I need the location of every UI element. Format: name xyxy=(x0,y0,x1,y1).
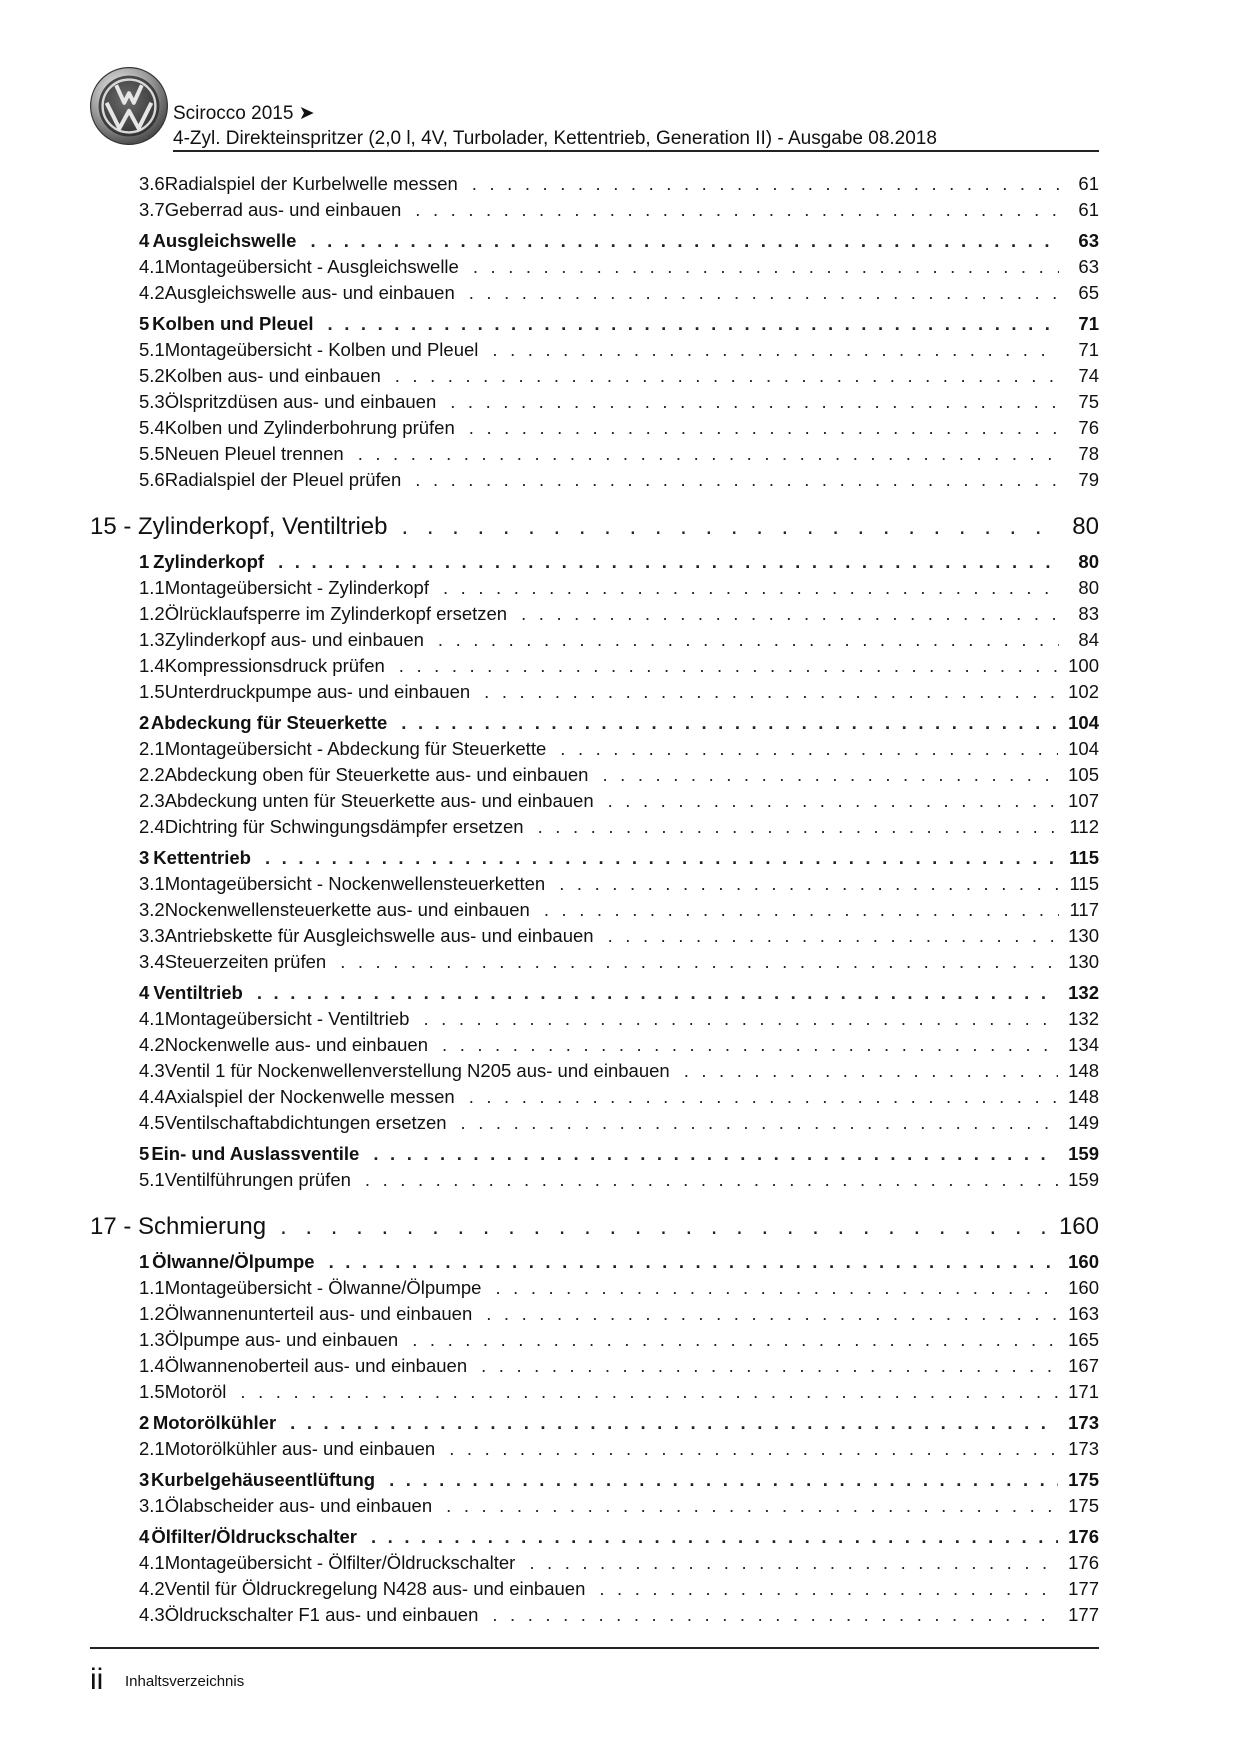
toc-subsection-entry[interactable] xyxy=(90,1327,1099,1353)
toc-section-entry[interactable] xyxy=(90,1524,1099,1550)
toc-leader-dots xyxy=(371,1524,1058,1550)
toc-subsection-entry[interactable] xyxy=(90,949,1099,975)
toc-subsection-entry[interactable] xyxy=(90,653,1099,679)
toc-subsection-entry[interactable] xyxy=(90,1167,1099,1193)
toc-section-entry[interactable] xyxy=(90,1467,1099,1493)
toc-section-entry[interactable] xyxy=(90,549,1099,575)
toc-subsection-entry[interactable] xyxy=(90,171,1099,197)
toc-leader-dots xyxy=(599,1576,1058,1602)
toc-entry-title: Ölrücklaufsperre im Zylinderkopf ersetzen xyxy=(164,603,508,624)
toc-entry-page: 130 xyxy=(1068,925,1099,946)
toc-entry-page: 167 xyxy=(1068,1355,1099,1376)
toc-entry-number: 1.3 xyxy=(139,1329,165,1350)
toc-entry-page: 100 xyxy=(1068,655,1099,676)
toc-entry-number: 3 xyxy=(139,847,150,868)
toc-entry-title: Motoröl xyxy=(164,1381,227,1402)
toc-subsection-entry[interactable] xyxy=(90,1275,1099,1301)
toc-entry-page: 80 xyxy=(1078,551,1099,572)
toc-subsection-entry[interactable] xyxy=(90,627,1099,653)
toc-entry-number: 5 xyxy=(139,313,150,334)
toc-entry-number: 1.3 xyxy=(139,629,165,650)
toc-entry-title: Montageübersicht - Abdeckung für Steuerkette xyxy=(164,738,547,759)
toc-entry-page: 177 xyxy=(1068,1604,1099,1625)
toc-subsection-entry[interactable] xyxy=(90,1602,1099,1628)
toc-entry-number: 5.3 xyxy=(139,391,165,412)
header-divider xyxy=(173,150,1099,152)
toc-entry-page: 115 xyxy=(1069,873,1099,894)
toc-subsection-entry[interactable] xyxy=(90,1058,1099,1084)
toc-entry-title: Geberrad aus- und einbauen xyxy=(164,199,402,220)
toc-entry-title: Ölfilter/Öldruckschalter xyxy=(151,1526,357,1547)
toc-entry-page: 104 xyxy=(1068,738,1099,759)
toc-subsection-entry[interactable] xyxy=(90,1301,1099,1327)
toc-leader-dots xyxy=(521,601,1059,627)
toc-entry-title: 17 - Schmierung xyxy=(90,1213,267,1240)
toc-subsection-entry[interactable] xyxy=(90,441,1099,467)
toc-entry-title: Ventil 1 für Nockenwellenverstellung N205 aus- und einbauen xyxy=(164,1060,670,1081)
toc-leader-dots xyxy=(415,197,1059,223)
toc-subsection-entry[interactable] xyxy=(90,1493,1099,1519)
toc-subsection-entry[interactable] xyxy=(90,1436,1099,1462)
toc-entry-number: 1 xyxy=(139,551,150,572)
toc-entry-number: 1.5 xyxy=(139,681,165,702)
toc-subsection-entry[interactable] xyxy=(90,897,1099,923)
toc-entry-title: Montageübersicht - Ausgleichswelle xyxy=(164,256,459,277)
toc-entry-number: 1.5 xyxy=(139,1381,165,1402)
toc-entry-title: Ausgleichswelle aus- und einbauen xyxy=(164,282,455,303)
toc-entry-number: 5.6 xyxy=(139,469,165,490)
toc-entry-page: 160 xyxy=(1068,1277,1099,1298)
toc-entry-page: 132 xyxy=(1068,1008,1099,1029)
toc-leader-dots xyxy=(257,980,1058,1006)
toc-subsection-entry[interactable] xyxy=(90,736,1099,762)
toc-entry-title: Montageübersicht - Kolben und Pleuel xyxy=(164,339,479,360)
toc-entry-page: 83 xyxy=(1078,603,1099,624)
toc-entry-number: 4.4 xyxy=(139,1086,165,1107)
toc-entry-page: 171 xyxy=(1068,1381,1099,1402)
toc-entry-number: 4.5 xyxy=(139,1112,165,1133)
toc-entry-page: 79 xyxy=(1078,469,1099,490)
toc-entry-number: 3 xyxy=(139,1469,150,1490)
toc-section-entry[interactable] xyxy=(90,1410,1099,1436)
toc-entry-page: 78 xyxy=(1078,443,1099,464)
toc-entry-page: 63 xyxy=(1078,256,1099,277)
toc-entry-number: 2.4 xyxy=(139,816,165,837)
toc-entry-number: 1 xyxy=(139,1251,150,1272)
toc-leader-dots xyxy=(373,1141,1058,1167)
toc-leader-dots xyxy=(442,1032,1058,1058)
toc-leader-dots xyxy=(469,1084,1058,1110)
toc-entry-page: 76 xyxy=(1078,417,1099,438)
toc-entry-number: 1.4 xyxy=(139,1355,165,1376)
toc-section-entry[interactable] xyxy=(90,311,1099,337)
toc-leader-dots xyxy=(328,311,1059,337)
toc-entry-title: Montageübersicht - Zylinderkopf xyxy=(164,577,429,598)
toc-entry-number: 3.7 xyxy=(139,199,165,220)
toc-entry-page: 173 xyxy=(1068,1438,1099,1459)
toc-entry-number: 4 xyxy=(139,230,150,251)
toc-entry-page: 176 xyxy=(1068,1552,1099,1573)
toc-leader-dots xyxy=(443,575,1059,601)
toc-entry-number: 4 xyxy=(139,982,150,1003)
toc-subsection-entry[interactable] xyxy=(90,254,1099,280)
table-of-contents xyxy=(90,171,1099,1628)
toc-entry-page: 61 xyxy=(1078,173,1099,194)
toc-entry-title: Zylinderkopf aus- und einbauen xyxy=(164,629,424,650)
document-subtitle: 4-Zyl. Direkteinspritzer (2,0 l, 4V, Turbolader, Kettentrieb, Generation II) - Ausgabe 08.2018 xyxy=(173,128,937,149)
toc-entry-title: Ölspritzdüsen aus- und einbauen xyxy=(164,391,437,412)
footer-label: Inhaltsverzeichnis xyxy=(125,1673,245,1690)
toc-entry-number: 2.3 xyxy=(139,790,165,811)
toc-leader-dots xyxy=(608,923,1059,949)
toc-entry-title: Ölpumpe aus- und einbauen xyxy=(164,1329,399,1350)
toc-entry-page: 163 xyxy=(1068,1303,1099,1324)
toc-section-entry[interactable] xyxy=(90,845,1099,871)
toc-entry-number: 1.4 xyxy=(139,655,165,676)
toc-entry-page: 84 xyxy=(1078,629,1099,650)
toc-leader-dots xyxy=(278,549,1059,575)
toc-entry-page: 130 xyxy=(1068,951,1099,972)
toc-entry-page: 105 xyxy=(1068,764,1099,785)
toc-subsection-entry[interactable] xyxy=(90,1110,1099,1136)
toc-entry-page: 71 xyxy=(1078,313,1099,334)
toc-entry-page: 159 xyxy=(1068,1143,1099,1164)
toc-entry-title: Nockenwelle aus- und einbauen xyxy=(164,1034,429,1055)
toc-entry-number: 5.5 xyxy=(139,443,165,464)
toc-entry-title: Ölabscheider aus- und einbauen xyxy=(164,1495,433,1516)
toc-entry-title: Axialspiel der Nockenwelle messen xyxy=(164,1086,455,1107)
toc-entry-number: 1.2 xyxy=(139,1303,165,1324)
toc-entry-page: 173 xyxy=(1068,1412,1099,1433)
toc-entry-number: 3.3 xyxy=(139,925,165,946)
toc-entry-page: 175 xyxy=(1068,1469,1099,1490)
toc-leader-dots xyxy=(358,441,1059,467)
toc-entry-title: Montageübersicht - Ölwanne/Ölpumpe xyxy=(164,1277,482,1298)
toc-entry-number: 4 xyxy=(139,1526,150,1547)
toc-entry-number: 2 xyxy=(139,712,150,733)
toc-entry-page: 102 xyxy=(1068,681,1099,702)
toc-entry-page: 80 xyxy=(1072,513,1099,540)
toc-leader-dots xyxy=(560,736,1058,762)
toc-entry-title: Ölwannenunterteil aus- und einbauen xyxy=(164,1303,473,1324)
toc-entry-title: Steuerzeiten prüfen xyxy=(164,951,327,972)
toc-entry-title: Kompressionsdruck prüfen xyxy=(164,655,385,676)
toc-entry-number: 4.1 xyxy=(139,1552,165,1573)
toc-entry-title: Montageübersicht - Nockenwellensteuerketten xyxy=(164,873,546,894)
toc-entry-page: 148 xyxy=(1068,1086,1099,1107)
toc-entry-number: 4.2 xyxy=(139,282,165,303)
toc-entry-page: 149 xyxy=(1068,1112,1099,1133)
toc-leader-dots xyxy=(559,871,1059,897)
toc-leader-dots xyxy=(365,1167,1058,1193)
toc-entry-number: 4.2 xyxy=(139,1578,165,1599)
toc-subsection-entry[interactable] xyxy=(90,197,1099,223)
toc-leader-dots xyxy=(310,228,1059,254)
toc-entry-number: 4.2 xyxy=(139,1034,165,1055)
toc-subsection-entry[interactable] xyxy=(90,679,1099,705)
toc-entry-title: Ölwanne/Ölpumpe xyxy=(152,1251,315,1272)
toc-subsection-entry[interactable] xyxy=(90,467,1099,493)
toc-entry-page: 104 xyxy=(1068,712,1099,733)
toc-leader-dots xyxy=(290,1410,1058,1436)
toc-subsection-entry[interactable] xyxy=(90,363,1099,389)
toc-entry-page: 74 xyxy=(1078,365,1099,386)
toc-entry-title: Ölwannenoberteil aus- und einbauen xyxy=(164,1355,468,1376)
toc-entry-title: Kettentrieb xyxy=(153,847,251,868)
toc-entry-title: Motorölkühler aus- und einbauen xyxy=(164,1438,436,1459)
footer-divider xyxy=(90,1647,1099,1649)
toc-leader-dots xyxy=(450,389,1059,415)
toc-subsection-entry[interactable] xyxy=(90,575,1099,601)
toc-subsection-entry[interactable] xyxy=(90,1032,1099,1058)
toc-entry-page: 71 xyxy=(1078,339,1099,360)
toc-subsection-entry[interactable] xyxy=(90,389,1099,415)
toc-section-entry[interactable] xyxy=(90,710,1099,736)
toc-entry-number: 4.1 xyxy=(139,1008,165,1029)
toc-entry-page: 112 xyxy=(1069,816,1099,837)
toc-entry-number: 2.1 xyxy=(139,738,165,759)
toc-entry-title: Ausgleichswelle xyxy=(152,230,297,251)
toc-entry-title: Ventiltrieb xyxy=(153,982,243,1003)
toc-leader-dots xyxy=(389,1467,1058,1493)
toc-subsection-entry[interactable] xyxy=(90,601,1099,627)
toc-entry-title: Antriebskette für Ausgleichswelle aus- und einbauen xyxy=(164,925,594,946)
toc-entry-page: 115 xyxy=(1069,847,1099,868)
toc-entry-page: 132 xyxy=(1068,982,1099,1003)
toc-entry-title: 15 - Zylinderkopf, Ventiltrieb xyxy=(90,513,388,540)
toc-leader-dots xyxy=(240,1379,1058,1405)
toc-leader-dots xyxy=(481,1353,1058,1379)
toc-leader-dots xyxy=(329,1249,1059,1275)
toc-entry-number: 5.2 xyxy=(139,365,165,386)
toc-entry-page: 117 xyxy=(1069,899,1099,920)
toc-leader-dots xyxy=(415,467,1059,493)
toc-entry-number: 3.6 xyxy=(139,173,165,194)
toc-subsection-entry[interactable] xyxy=(90,814,1099,840)
toc-entry-page: 63 xyxy=(1078,230,1099,251)
toc-entry-number: 5.4 xyxy=(139,417,165,438)
toc-leader-dots xyxy=(399,653,1058,679)
toc-leader-dots xyxy=(438,627,1059,653)
toc-leader-dots xyxy=(495,1275,1058,1301)
toc-entry-title: Radialspiel der Pleuel prüfen xyxy=(164,469,402,490)
toc-entry-title: Unterdruckpumpe aus- und einbauen xyxy=(164,681,471,702)
toc-leader-dots xyxy=(608,788,1059,814)
toc-entry-title: Zylinderkopf xyxy=(153,551,265,572)
toc-entry-number: 5.1 xyxy=(139,1169,165,1190)
toc-entry-title: Kolben und Zylinderbohrung prüfen xyxy=(164,417,455,438)
toc-entry-page: 176 xyxy=(1068,1526,1099,1547)
toc-entry-page: 159 xyxy=(1068,1169,1099,1190)
toc-chapter-entry[interactable] xyxy=(90,1210,1099,1244)
toc-leader-dots xyxy=(544,897,1059,923)
toc-entry-title: Abdeckung für Steuerkette xyxy=(150,712,388,733)
toc-leader-dots xyxy=(492,337,1059,363)
toc-leader-dots xyxy=(423,1006,1058,1032)
toc-entry-title: Neuen Pleuel trennen xyxy=(164,443,344,464)
toc-entry-page: 61 xyxy=(1078,199,1099,220)
toc-section-entry[interactable] xyxy=(90,980,1099,1006)
toc-subsection-entry[interactable] xyxy=(90,762,1099,788)
toc-entry-number: 4.3 xyxy=(139,1060,165,1081)
footer-page-number: ii xyxy=(90,1663,104,1696)
toc-leader-dots xyxy=(280,1210,1049,1244)
toc-leader-dots xyxy=(340,949,1058,975)
toc-entry-page: 75 xyxy=(1078,391,1099,412)
toc-entry-title: Kolben aus- und einbauen xyxy=(164,365,381,386)
toc-subsection-entry[interactable] xyxy=(90,280,1099,306)
toc-entry-page: 165 xyxy=(1068,1329,1099,1350)
toc-leader-dots xyxy=(449,1436,1058,1462)
toc-entry-number: 3.4 xyxy=(139,951,165,972)
toc-subsection-entry[interactable] xyxy=(90,1006,1099,1032)
toc-entry-number: 2.2 xyxy=(139,764,165,785)
toc-entry-page: 148 xyxy=(1068,1060,1099,1081)
toc-entry-title: Montageübersicht - Ölfilter/Öldruckschalter xyxy=(164,1552,516,1573)
toc-entry-title: Ventil für Öldruckregelung N428 aus- und einbauen xyxy=(164,1578,586,1599)
vw-logo-icon xyxy=(89,66,169,146)
toc-entry-number: 5 xyxy=(139,1143,150,1164)
toc-entry-number: 1.1 xyxy=(139,577,165,598)
toc-entry-title: Ein- und Auslassventile xyxy=(151,1143,360,1164)
toc-subsection-entry[interactable] xyxy=(90,1576,1099,1602)
toc-entry-title: Nockenwellensteuerkette aus- und einbauen xyxy=(164,899,530,920)
toc-subsection-entry[interactable] xyxy=(90,415,1099,441)
toc-leader-dots xyxy=(401,710,1058,736)
toc-entry-number: 3.1 xyxy=(139,873,165,894)
toc-leader-dots xyxy=(486,1301,1058,1327)
toc-entry-page: 175 xyxy=(1068,1495,1099,1516)
toc-entry-number: 1.2 xyxy=(139,603,165,624)
toc-entry-number: 4.1 xyxy=(139,256,165,277)
toc-section-entry[interactable] xyxy=(90,1249,1099,1275)
toc-leader-dots xyxy=(529,1550,1058,1576)
toc-subsection-entry[interactable] xyxy=(90,788,1099,814)
toc-entry-title: Abdeckung unten für Steuerkette aus- und einbauen xyxy=(164,790,594,811)
toc-subsection-entry[interactable] xyxy=(90,1550,1099,1576)
toc-entry-title: Dichtring für Schwingungsdämpfer ersetzen xyxy=(164,816,524,837)
toc-entry-title: Radialspiel der Kurbelwelle messen xyxy=(164,173,458,194)
toc-entry-title: Ventilführungen prüfen xyxy=(164,1169,351,1190)
toc-subsection-entry[interactable] xyxy=(90,1084,1099,1110)
toc-leader-dots xyxy=(395,363,1059,389)
toc-entry-number: 2 xyxy=(139,1412,150,1433)
toc-section-entry[interactable] xyxy=(90,1141,1099,1167)
toc-leader-dots xyxy=(401,510,1059,544)
toc-leader-dots xyxy=(469,415,1059,441)
toc-section-entry[interactable] xyxy=(90,228,1099,254)
toc-entry-number: 4.3 xyxy=(139,1604,165,1625)
toc-subsection-entry[interactable] xyxy=(90,337,1099,363)
toc-entry-title: Ventilschaftabdichtungen ersetzen xyxy=(164,1112,447,1133)
toc-entry-page: 160 xyxy=(1058,1213,1099,1240)
toc-entry-number: 3.2 xyxy=(139,899,165,920)
toc-leader-dots xyxy=(492,1602,1058,1628)
toc-entry-title: Kolben und Pleuel xyxy=(152,313,314,334)
toc-entry-page: 107 xyxy=(1068,790,1099,811)
toc-subsection-entry[interactable] xyxy=(90,871,1099,897)
toc-leader-dots xyxy=(265,845,1059,871)
toc-chapter-entry[interactable] xyxy=(90,510,1099,544)
toc-entry-page: 134 xyxy=(1068,1034,1099,1055)
toc-leader-dots xyxy=(461,1110,1059,1136)
toc-subsection-entry[interactable] xyxy=(90,1379,1099,1405)
toc-subsection-entry[interactable] xyxy=(90,1353,1099,1379)
toc-entry-page: 80 xyxy=(1078,577,1099,598)
toc-leader-dots xyxy=(472,171,1059,197)
toc-leader-dots xyxy=(484,679,1058,705)
toc-entry-title: Motorölkühler xyxy=(152,1412,277,1433)
toc-leader-dots xyxy=(446,1493,1058,1519)
toc-entry-title: Kurbelgehäuseentlüftung xyxy=(151,1469,376,1490)
toc-entry-number: 1.1 xyxy=(139,1277,165,1298)
toc-entry-title: Montageübersicht - Ventiltrieb xyxy=(164,1008,410,1029)
toc-entry-page: 65 xyxy=(1078,282,1099,303)
toc-leader-dots xyxy=(473,254,1059,280)
toc-entry-number: 5.1 xyxy=(139,339,165,360)
toc-leader-dots xyxy=(602,762,1058,788)
toc-entry-page: 160 xyxy=(1068,1251,1099,1272)
toc-entry-title: Öldruckschalter F1 aus- und einbauen xyxy=(164,1604,479,1625)
toc-entry-number: 3.1 xyxy=(139,1495,165,1516)
toc-entry-page: 177 xyxy=(1068,1578,1099,1599)
toc-leader-dots xyxy=(469,280,1059,306)
toc-leader-dots xyxy=(684,1058,1058,1084)
document-title: Scirocco 2015 ➤ xyxy=(173,103,315,124)
toc-subsection-entry[interactable] xyxy=(90,923,1099,949)
toc-leader-dots xyxy=(538,814,1059,840)
toc-entry-number: 2.1 xyxy=(139,1438,165,1459)
toc-leader-dots xyxy=(412,1327,1058,1353)
toc-entry-title: Abdeckung oben für Steuerkette aus- und einbauen xyxy=(164,764,589,785)
